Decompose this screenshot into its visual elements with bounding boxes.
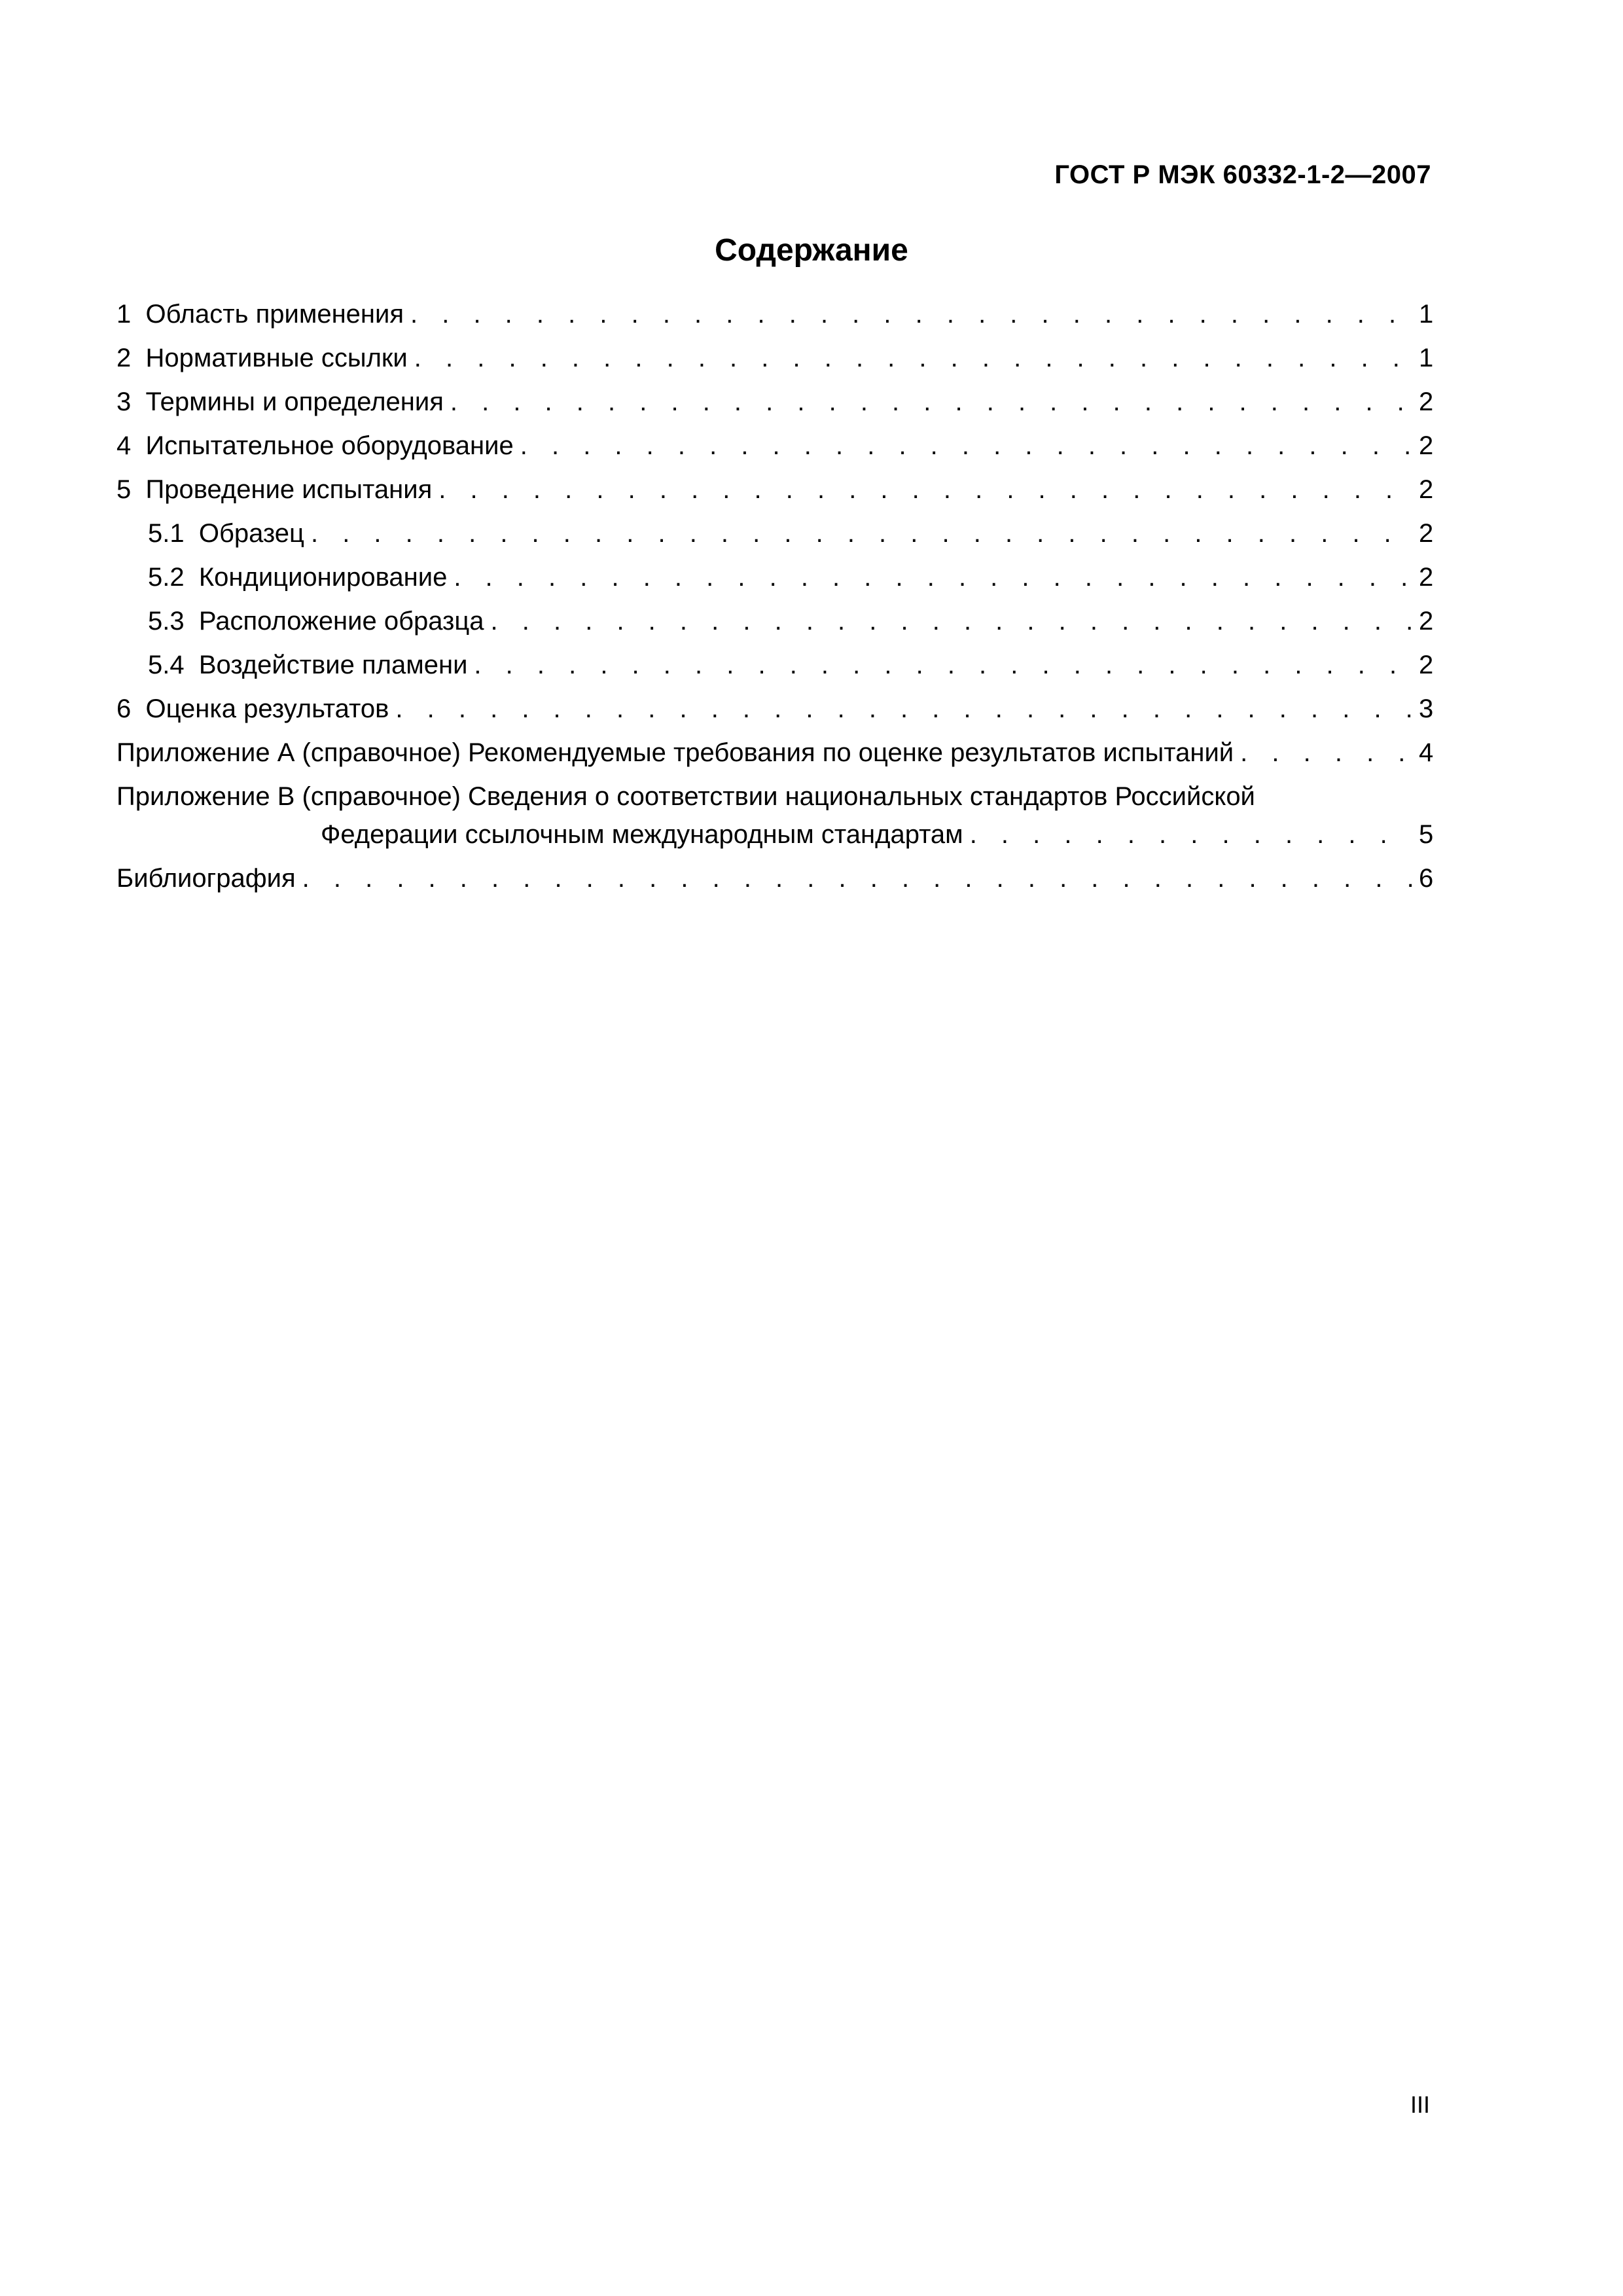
toc-entry-label: Воздействие пламени: [198, 651, 468, 679]
toc-entry-page: 3: [1419, 694, 1434, 723]
toc-entry-page: 4: [1419, 738, 1434, 767]
toc-leader-dots: [970, 818, 1412, 851]
toc-leader-dots: [1240, 736, 1412, 769]
toc-entry-page: 2: [1419, 519, 1434, 548]
toc-leader-dots: [414, 342, 1412, 374]
toc-entry-page: 6: [1419, 864, 1434, 893]
toc-bibliography[interactable]: [116, 862, 1433, 906]
toc-entry-label: Приложение А (справочное) Рекомендуемые требования по оценке результатов испытаний: [116, 738, 1234, 767]
toc-entry-page: 1: [1419, 300, 1434, 329]
toc-leader-dots: [410, 298, 1412, 331]
toc-entry-number: 3: [116, 387, 132, 416]
toc-entry-page: 1: [1419, 344, 1434, 372]
toc-entry-label: Кондиционирование: [198, 563, 448, 592]
toc-entry-number: 5.3: [148, 607, 185, 636]
toc-entry-page: 2: [1419, 387, 1434, 416]
toc-entry[interactable]: [116, 429, 1433, 473]
toc-entry[interactable]: [116, 692, 1433, 736]
toc-entry-page: 2: [1419, 651, 1434, 679]
toc-entry-label: Нормативные ссылки: [145, 344, 408, 372]
toc-entry[interactable]: [116, 473, 1433, 517]
toc-entry-label: Область применения: [145, 300, 404, 329]
toc-entry-page: 2: [1419, 475, 1434, 504]
toc-entry-page: 2: [1419, 431, 1434, 460]
document-code: ГОСТ Р МЭК 60332-1-2—2007: [1054, 160, 1431, 189]
toc-leader-dots: [395, 692, 1412, 725]
toc-leader-dots: [520, 429, 1412, 462]
toc-entry-number: 2: [116, 344, 132, 372]
toc-entry-label: Оценка результатов: [145, 694, 389, 723]
toc-entry-label-continuation: Федерации ссылочным международным стандартам: [321, 820, 963, 849]
toc-entry-number: 6: [116, 694, 132, 723]
toc-subentry[interactable]: [116, 649, 1433, 692]
toc-leader-dots: [450, 386, 1412, 418]
toc-entry[interactable]: [116, 386, 1433, 429]
toc-annex-a[interactable]: [116, 736, 1433, 780]
toc-entry-label: Проведение испытания: [145, 475, 433, 504]
toc-entry-label: Библиография: [116, 864, 296, 893]
toc-annex-b[interactable]: [116, 780, 1433, 862]
toc-entry-label: Испытательное оборудование: [145, 431, 514, 460]
toc-entry-page: 2: [1419, 563, 1434, 592]
toc-leader-dots: [438, 473, 1412, 506]
toc-leader-dots: [474, 649, 1412, 681]
toc-entry-label: Термины и определения: [145, 387, 444, 416]
toc-entry-page: 5: [1419, 820, 1434, 849]
toc-entry-page: 2: [1419, 607, 1434, 636]
toc-entry-number: 5.2: [148, 563, 185, 592]
toc-entry-label: Расположение образца: [198, 607, 484, 636]
toc-subentry[interactable]: [116, 517, 1433, 561]
toc-leader-dots: [454, 561, 1412, 594]
toc-entry[interactable]: [116, 298, 1433, 342]
toc-entry-number: 1: [116, 300, 132, 329]
toc-leader-dots: [311, 517, 1412, 550]
toc-subentry[interactable]: [116, 605, 1433, 649]
toc-entry-label: Приложение В (справочное) Сведения о соответствии национальных стандартов Российской: [116, 782, 1255, 811]
toc-entry-number: 4: [116, 431, 132, 460]
toc-subentry[interactable]: [116, 561, 1433, 605]
toc-leader-dots: [302, 862, 1412, 895]
page-number: III: [1410, 2091, 1430, 2118]
toc-entry-number: 5.1: [148, 519, 185, 548]
toc-title: Содержание: [715, 233, 908, 268]
toc-entry-number: 5.4: [148, 651, 185, 679]
table-of-contents: [116, 298, 1433, 906]
toc-entry-label: Образец: [198, 519, 304, 548]
toc-entry-number: 5: [116, 475, 132, 504]
toc-leader-dots: [491, 605, 1412, 637]
toc-entry[interactable]: [116, 342, 1433, 386]
